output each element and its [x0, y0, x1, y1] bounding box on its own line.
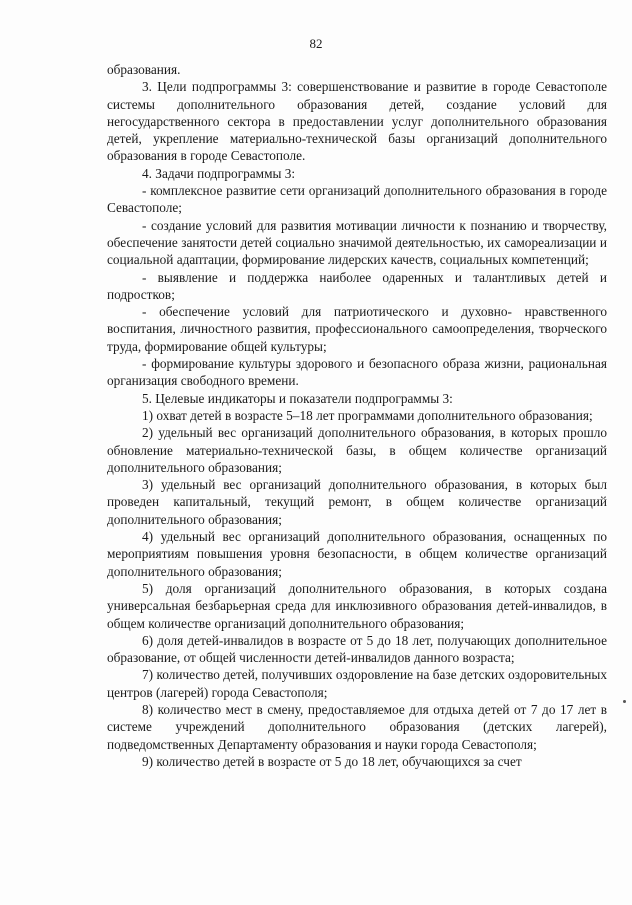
- document-body: [107, 61, 607, 770]
- indicator-item: 6) доля детей-инвалидов в возрасте от 5 до 18 лет, получающих дополнительное образование, от общей численности детей-инвалидов данного возраста;: [107, 632, 607, 666]
- indicator-item: 5) доля организаций дополнительного образования, в которых создана универсальная безбарьерная среда для инклюзивного образования детей-инвалидов, в общем количестве организаций дополнительного образования;: [107, 580, 607, 631]
- indicator-item: 9) количество детей в возрасте от 5 до 18 лет, обучающихся за счет: [142, 753, 522, 769]
- paragraph-tasks-heading: 4. Задачи подпрограммы 3:: [142, 165, 296, 181]
- paragraph-indicators-heading: 5. Целевые индикаторы и показатели подпрограммы 3:: [142, 390, 453, 406]
- indicator-item: 7) количество детей, получивших оздоровление на базе детских оздоровительных центров (лагерей) города Севастополя;: [107, 667, 607, 700]
- indicator-item: 1) охват детей в возрасте 5–18 лет программами дополнительного образования;: [142, 407, 593, 423]
- indicator-item: 2) удельный вес организаций дополнительного образования, в которых прошло обновление материально-технической базы, в общем количестве организаций дополнительного образования;: [107, 425, 607, 475]
- task-item: - создание условий для развития мотивации личности к познанию и творчеству, обеспечение занятости детей социально значимой деятельностью, их самореализации и социальной адаптации, формирование лидерских качеств, социальных компетенций;: [107, 217, 607, 268]
- indicator-item: 4) удельный вес организаций дополнительного образования, оснащенных по мероприятиям повышения уровня безопасности, в общем количестве организаций дополнительного образования;: [107, 529, 607, 579]
- task-item: - обеспечение условий для патриотического и духовно- нравственного воспитания, личностного развития, профессионального самоопределения, творческого труда, формирование общей культуры;: [107, 304, 607, 354]
- scan-artifact: [623, 700, 626, 703]
- indicator-item: 8) количество мест в смену, предоставляемое для отдыха детей от 7 до 17 лет в системе учреждений дополнительного образования (детских лагерей), подведомственных Департаменту образования и науки города Севастополя;: [107, 701, 607, 752]
- task-item: - формирование культуры здорового и безопасного образа жизни, рациональная организация свободного времени.: [107, 356, 607, 389]
- task-item: - выявление и поддержка наиболее одаренных и талантливых детей и подростков;: [107, 269, 607, 302]
- paragraph-continuation: образования.: [107, 62, 181, 77]
- paragraph-goals: 3. Цели подпрограммы 3: совершенствование и развитие в городе Севастополе системы дополнительного образования детей, создание условий для негосударственного сектора в предоставлении услуг дополнительного образования детей, укрепление материально-технической базы организаций дополнительного образования в городе Севастополе.: [107, 79, 607, 164]
- indicator-item: 3) удельный вес организаций дополнительного образования, в которых был проведен капитальный, текущий ремонт, в общем количестве организаций дополнительного образования;: [107, 477, 607, 527]
- task-item: - комплексное развитие сети организаций дополнительного образования в городе Севастополе;: [107, 183, 607, 216]
- page-number: 82: [309, 36, 323, 51]
